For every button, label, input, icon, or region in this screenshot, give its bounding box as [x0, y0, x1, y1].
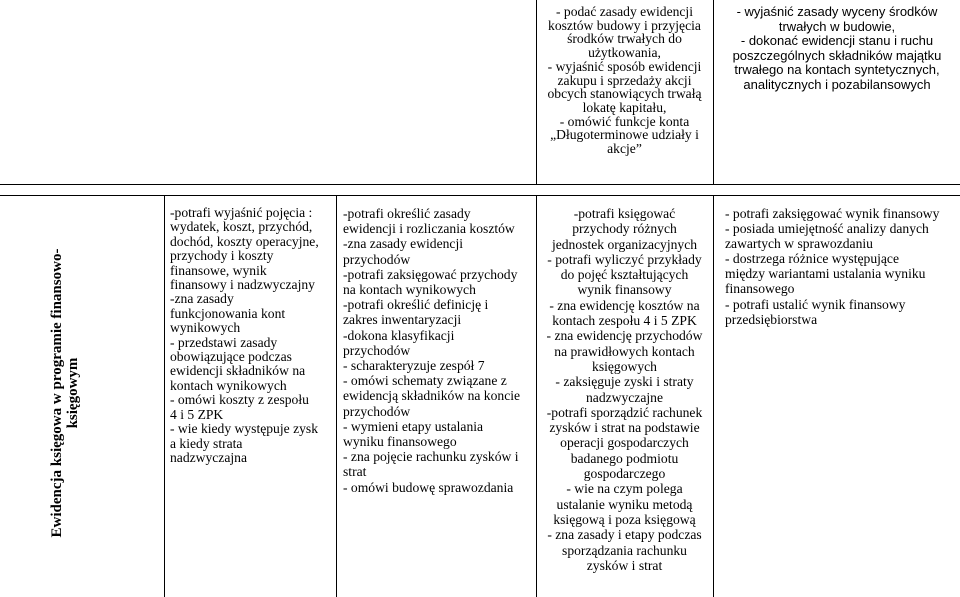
top-row-cell-a — [537, 5, 712, 156]
section-title — [49, 249, 81, 538]
column-skills-line: operacji gospodarczych — [560, 435, 689, 451]
column-advanced-skills-line: zawartych w sprawozdaniu — [725, 236, 873, 252]
column-extended-knowledge-line: przychodów — [343, 251, 411, 267]
column-skills-line: - potrafi wyliczyć przykłady — [547, 251, 702, 267]
column-extended-knowledge-line: przychodów — [343, 342, 411, 358]
column-skills-line: - wie na czym polega — [566, 481, 683, 497]
column-extended-knowledge-line: wyniku finansowego — [343, 434, 457, 450]
column-extended-knowledge-line: -potrafi określić zasady — [343, 206, 471, 221]
column-extended-knowledge-line: ewidencji i rozliczania kosztów — [343, 221, 515, 237]
column-extended-knowledge-line: - zna pojęcie rachunku zysków i — [343, 449, 519, 465]
column-basic-knowledge — [170, 206, 334, 465]
top-row-cell-a-line: zakupu i sprzedaży akcji — [557, 72, 692, 88]
column-advanced-skills-line: finansowego — [725, 281, 795, 297]
column-extended-knowledge-line: - omówi budowę sprawozdania — [343, 479, 514, 495]
column-extended-knowledge-line: - wymieni etapy ustalania — [343, 418, 484, 434]
column-extended-knowledge-line: strat — [343, 464, 367, 480]
column-extended-knowledge-line: -dokona klasyfikacji — [343, 327, 455, 343]
column-skills-line: - zna ewidencję przychodów — [546, 328, 703, 344]
column-skills-line: ustalanie wyniku metodą — [556, 496, 693, 512]
column-skills-line: zysków i strat na podstawie — [549, 420, 700, 436]
top-row-cell-a-line: kosztów budowy i przyjęcia — [548, 17, 701, 33]
top-row-cell-a-line: „Długoterminowe udziały i — [550, 127, 699, 143]
column-extended-knowledge-line: -potrafi określić definicję i — [343, 297, 489, 313]
column-skills-line: - zna zasady i etapy podczas — [547, 527, 702, 543]
column-skills-line: badanego podmiotu — [570, 450, 679, 466]
column-advanced-skills-line: - dostrzega różnice występujące — [725, 251, 899, 267]
column-skills-line: - zaksięguje zyski i straty — [555, 374, 694, 390]
column-skills-line: -potrafi sporządzić rachunek — [546, 404, 703, 420]
top-row-cell-b-line: - wyjaśnić zasady wyceny środków — [736, 4, 938, 19]
section-title-line-2: księgowym — [65, 357, 81, 429]
section-title-cell — [0, 195, 130, 597]
column-basic-knowledge-line: dochód, koszty operacyjne, — [170, 233, 319, 249]
column-skills-line: księgową i poza księgową — [553, 511, 696, 527]
column-basic-knowledge-line: finansowy i nadzwyczajny — [170, 277, 315, 293]
column-basic-knowledge-line: a kiedy strata — [170, 435, 243, 451]
section-top-border — [0, 195, 960, 196]
section-title-line-1: Ewidencja księgowa w programie finansowo- — [49, 248, 65, 538]
column-basic-knowledge-line: ewidencji składników na — [170, 363, 306, 379]
column-extended-knowledge-line: -potrafi zaksięgować przychody — [343, 266, 518, 282]
top-row-bottom-border — [0, 184, 960, 185]
column-basic-knowledge-line: finansowe, wynik — [170, 262, 267, 278]
section-divider-1 — [164, 195, 165, 597]
column-basic-knowledge-line: przychody i koszty — [170, 248, 274, 264]
column-advanced-skills — [725, 206, 960, 327]
top-row-cell-a-line: lokatę kapitału, — [582, 99, 667, 115]
column-basic-knowledge-line: 4 i 5 ZPK — [170, 406, 224, 422]
top-row-cell-b-line: poszczególnych składników majątku — [732, 47, 942, 63]
column-skills-line: nadzwyczajne — [586, 389, 663, 405]
top-row-cell-a-line: akcje” — [607, 141, 642, 157]
column-skills-line: do pojęć kształtujących — [560, 267, 689, 283]
column-basic-knowledge-line: -zna zasady — [170, 291, 234, 307]
column-skills-line: na prawidłowych kontach — [554, 343, 695, 359]
column-extended-knowledge-line: - omówi schematy związane z — [343, 373, 507, 389]
column-advanced-skills-line: przedsiębiorstwa — [725, 311, 818, 327]
column-basic-knowledge-line: - omówi koszty z zespołu — [170, 392, 309, 408]
column-skills-line: księgowych — [592, 358, 657, 374]
column-extended-knowledge-line: - scharakteryzuje zespół 7 — [343, 358, 485, 374]
top-row-cell-a-line: użytkowania, — [588, 45, 661, 61]
top-row-cell-a-line: obcych stanowiących trwałą — [547, 86, 702, 102]
section-divider-2 — [336, 195, 337, 597]
column-extended-knowledge-line: przychodów — [343, 403, 411, 419]
column-skills-line: gospodarczego — [583, 466, 666, 482]
column-extended-knowledge — [343, 206, 535, 495]
column-basic-knowledge-line: - wie kiedy występuje zysk — [170, 421, 318, 437]
column-advanced-skills-line: - potrafi zaksięgować wynik finansowy — [725, 206, 940, 221]
column-basic-knowledge-line: - przedstawi zasady — [170, 334, 278, 350]
column-basic-knowledge-line: wynikowych — [170, 320, 241, 336]
column-extended-knowledge-line: zakres inwentaryzacji — [343, 312, 462, 328]
column-basic-knowledge-line: kontach wynikowych — [170, 377, 287, 393]
top-row-cell-b-line: - dokonać ewidencji stanu i ruchu — [740, 33, 934, 48]
column-advanced-skills-line: między wariantami ustalania wyniku — [725, 266, 926, 282]
column-basic-knowledge-line: -potrafi wyjaśnić pojęcia : — [170, 205, 313, 220]
column-basic-knowledge-line: obowiązujące podczas — [170, 349, 292, 365]
top-row-cell-b-line: analitycznych i pozabilansowych — [743, 76, 931, 92]
column-skills-line: kontach zespołu 4 i 5 ZPK — [552, 313, 697, 329]
column-skills-line: sporządzania rachunku — [562, 542, 687, 558]
top-row-cell-a-line: - omówić funkcje konta — [559, 113, 690, 129]
column-skills-line: zysków i strat — [586, 557, 663, 573]
column-basic-knowledge-line: wydatek, koszt, przychód, — [170, 219, 313, 235]
top-row-cell-b-line: trwałego na kontach syntetycznych, — [734, 62, 940, 77]
column-extended-knowledge-line: ewidencją składników na koncie — [343, 388, 521, 404]
column-advanced-skills-line: - potrafi ustalić wynik finansowy — [725, 296, 906, 312]
column-skills-line: wynik finansowy — [577, 282, 672, 298]
column-extended-knowledge-line: -zna zasady ewidencji — [343, 236, 464, 252]
top-row-cell-a-line: - podać zasady ewidencji — [555, 4, 693, 19]
column-skills-line: -potrafi księgować — [573, 206, 676, 221]
column-skills-line: - zna ewidencję kosztów na — [549, 297, 700, 313]
section-divider-4 — [713, 195, 714, 597]
column-basic-knowledge-line: nadzwyczajna — [170, 449, 247, 465]
column-extended-knowledge-line: na kontach wynikowych — [343, 282, 476, 298]
column-basic-knowledge-line: funkcjonowania kont — [170, 305, 286, 321]
column-skills — [537, 206, 712, 573]
column-advanced-skills-line: - posiada umiejętność analizy danych — [725, 221, 929, 237]
column-skills-line: przychody różnych — [572, 221, 677, 237]
top-row-cell-b — [714, 5, 960, 92]
column-skills-line: jednostek organizacyjnych — [551, 236, 698, 252]
top-row-cell-a-line: środków trwałych do — [567, 31, 682, 47]
top-row-cell-b-line: trwałych w budowie, — [778, 18, 896, 34]
top-row-cell-a-line: - wyjaśnić sposób ewidencji — [547, 58, 702, 74]
